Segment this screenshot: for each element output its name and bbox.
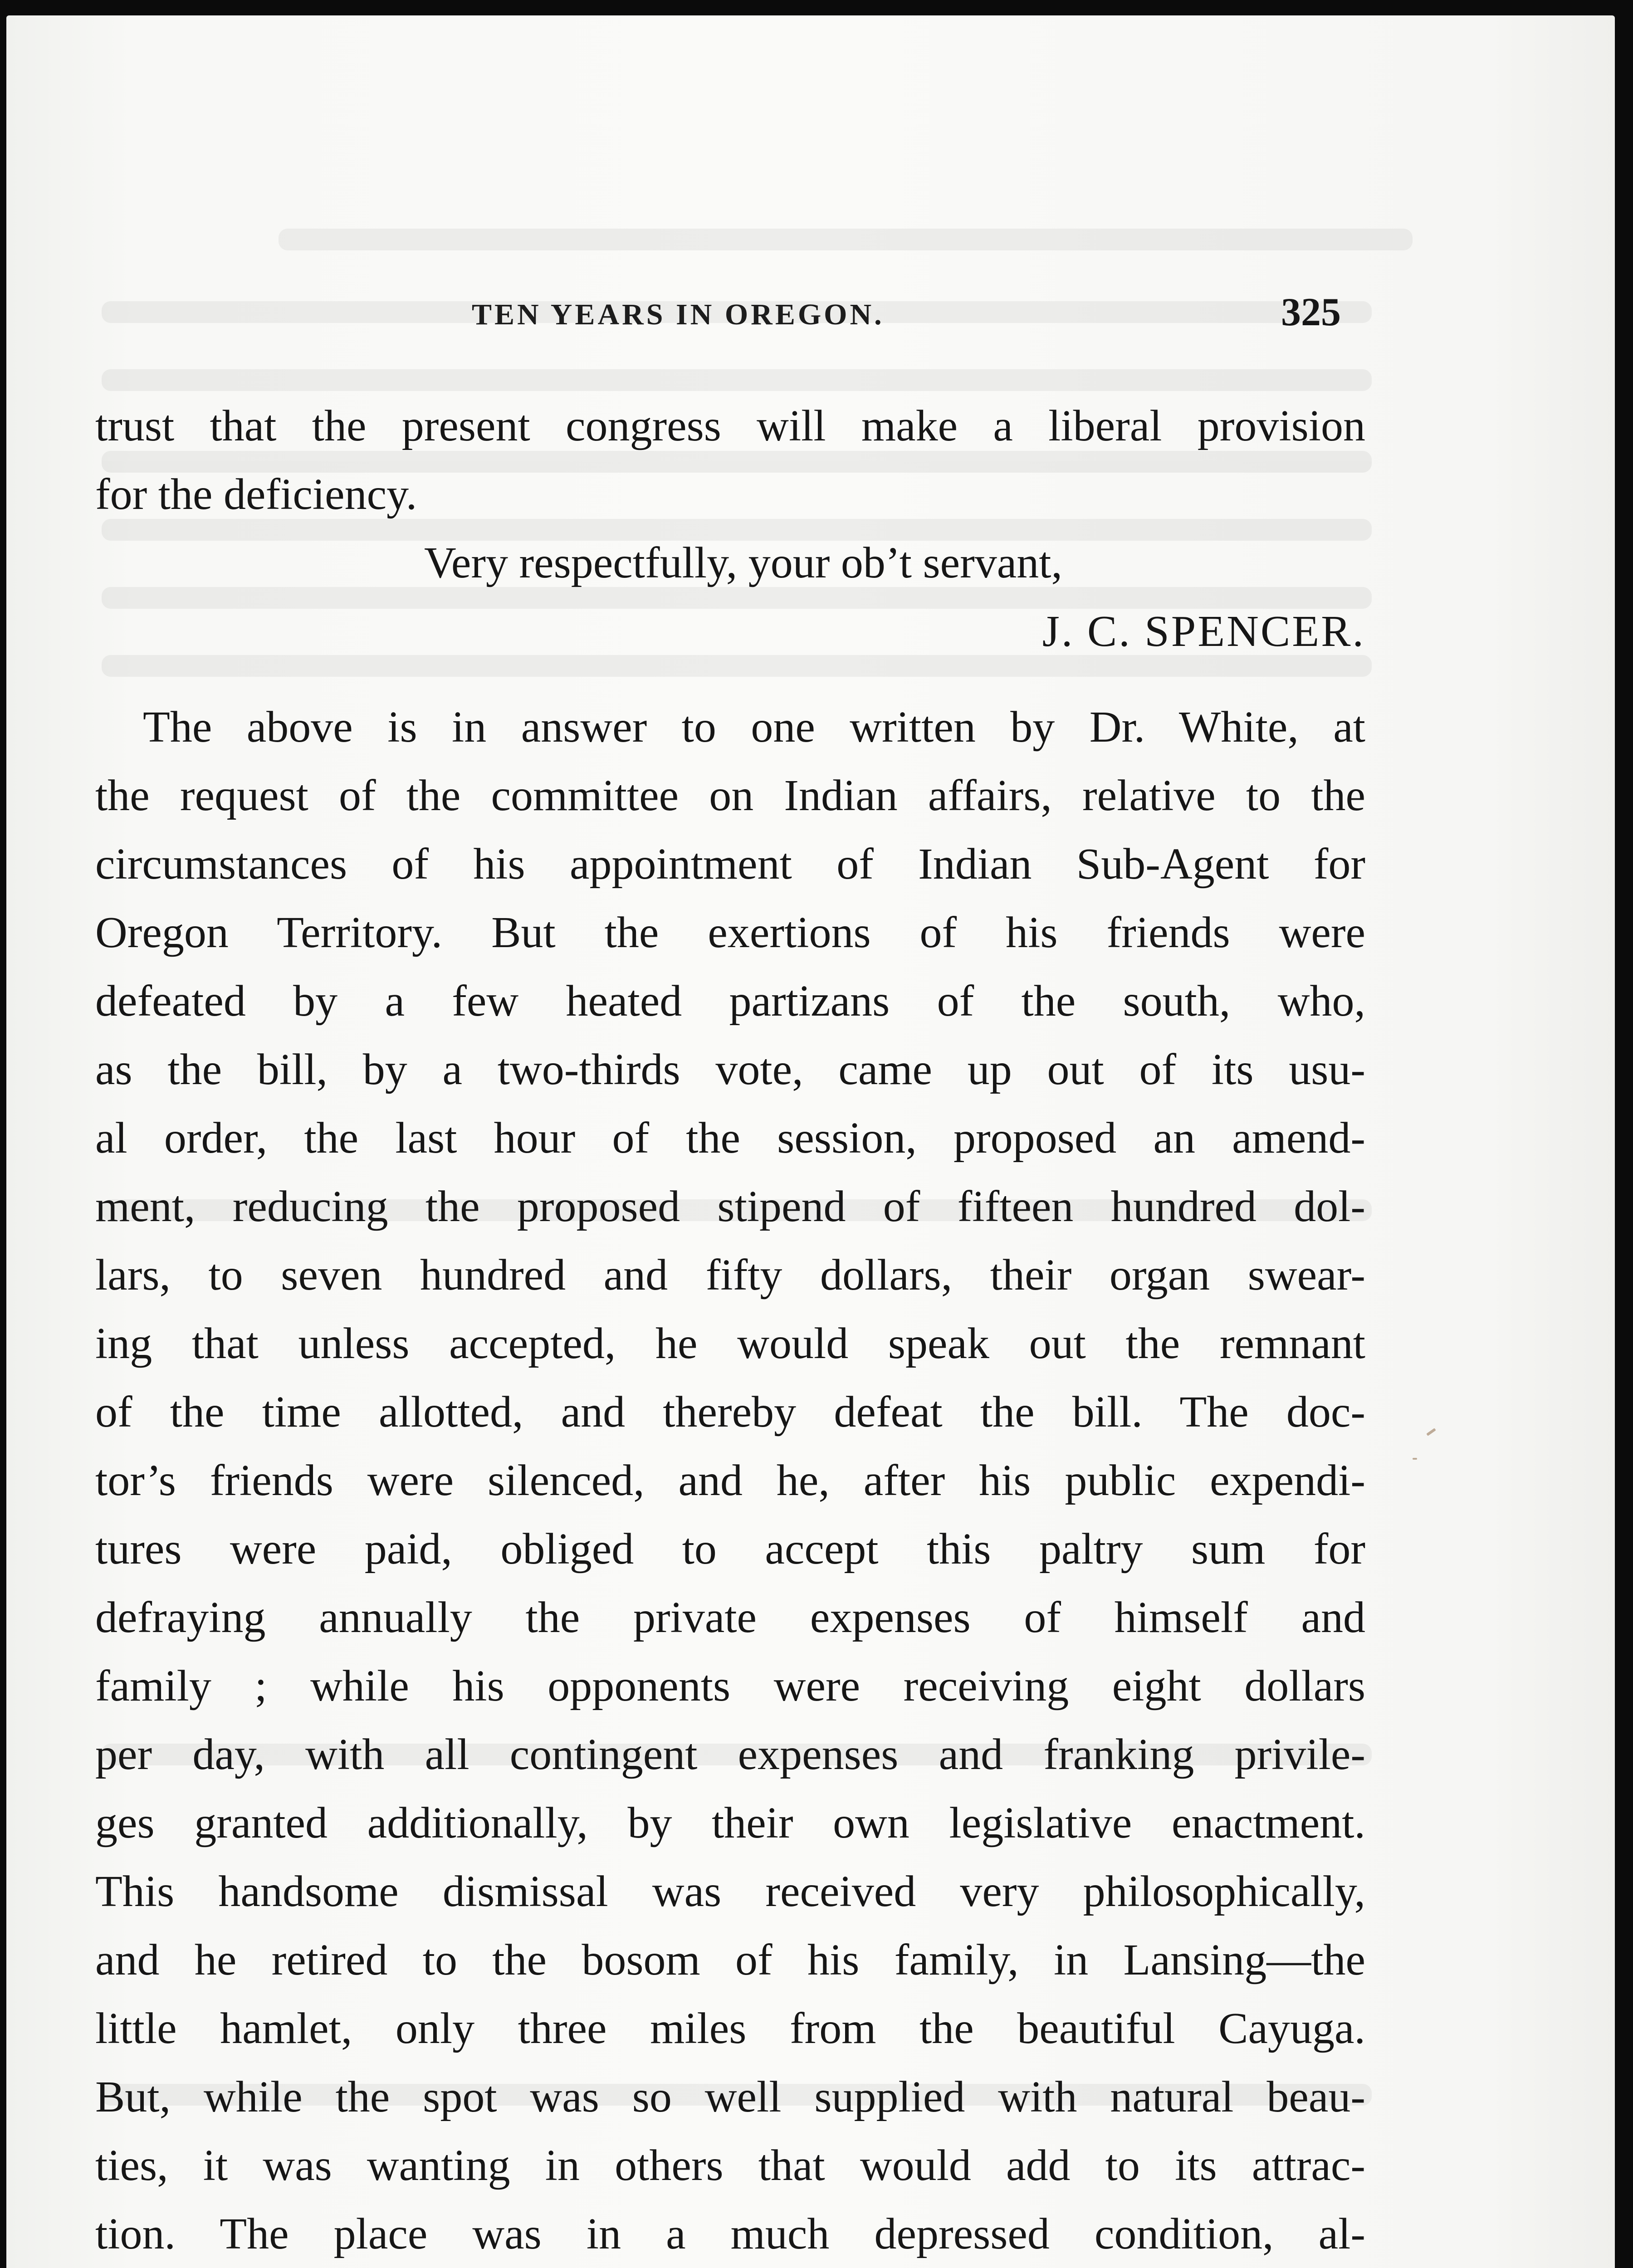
text-line: for the deficiency.	[95, 470, 417, 519]
paragraph-break	[95, 666, 1365, 693]
text-line: al order, the last hour of the session, proposed an amend-	[95, 1114, 1365, 1163]
text-line: The above is in answer to one written by Dr. White, at	[143, 703, 1365, 752]
text-line: per day, with all contingent expenses and franking privile-	[95, 1730, 1365, 1779]
text-line: family ; while his opponents were receiving eight dollars	[95, 1662, 1365, 1711]
text-line: defeated by a few heated partizans of the south, who,	[95, 977, 1365, 1026]
text-line: ment, reducing the proposed stipend of fifteen hundred dol-	[95, 1182, 1365, 1231]
text-line: tion. The place was in a much depressed condition, al-	[95, 2209, 1365, 2258]
text-line: of the time allotted, and thereby defeat the bill. The doc-	[95, 1388, 1365, 1437]
body-text	[95, 392, 1365, 2268]
text-line: Oregon Territory. But the exertions of his friends were	[95, 908, 1365, 957]
text-line: and he retired to the bosom of his family, in Lansing—the	[95, 1936, 1365, 1984]
text-line: tures were paid, obliged to accept this paltry sum for	[95, 1525, 1365, 1574]
text-line: tor’s friends were silenced, and he, after his public expendi-	[95, 1456, 1365, 1505]
letter-closing: Very respectfully, your ob’t servant,	[424, 538, 1062, 587]
text-line: ties, it was wanting in others that would add to its attrac-	[95, 2141, 1365, 2190]
text-line: circumstances of his appointment of Indian Sub-Agent for	[95, 840, 1365, 889]
text-line: This handsome dismissal was received very philosophically,	[95, 1867, 1365, 1916]
paper-speck	[1413, 1458, 1417, 1460]
text-line: little hamlet, only three miles from the beautiful Cayuga.	[95, 2004, 1365, 2053]
text-line: ing that unless accepted, he would speak out the remnant	[95, 1319, 1365, 1368]
text-line: the request of the committee on Indian affairs, relative to the	[95, 771, 1365, 820]
paper-speck	[1426, 1428, 1436, 1436]
page-number: 325	[1281, 290, 1341, 334]
letter-signature: J. C. SPENCER.	[1042, 607, 1365, 656]
running-head: TEN YEARS IN OREGON.	[472, 298, 885, 331]
book-page	[6, 15, 1615, 2268]
text-line: as the bill, by a two-thirds vote, came up out of its usu-	[95, 1045, 1365, 1094]
text-line: ges granted additionally, by their own legislative enactment.	[95, 1799, 1365, 1848]
text-line: trust that the present congress will make a liberal provision	[95, 401, 1365, 450]
text-line: defraying annually the private expenses of himself and	[95, 1593, 1365, 1642]
text-line: lars, to seven hundred and fifty dollars, their organ swear-	[95, 1251, 1365, 1300]
text-line: But, while the spot was so well supplied with natural beau-	[95, 2072, 1365, 2121]
